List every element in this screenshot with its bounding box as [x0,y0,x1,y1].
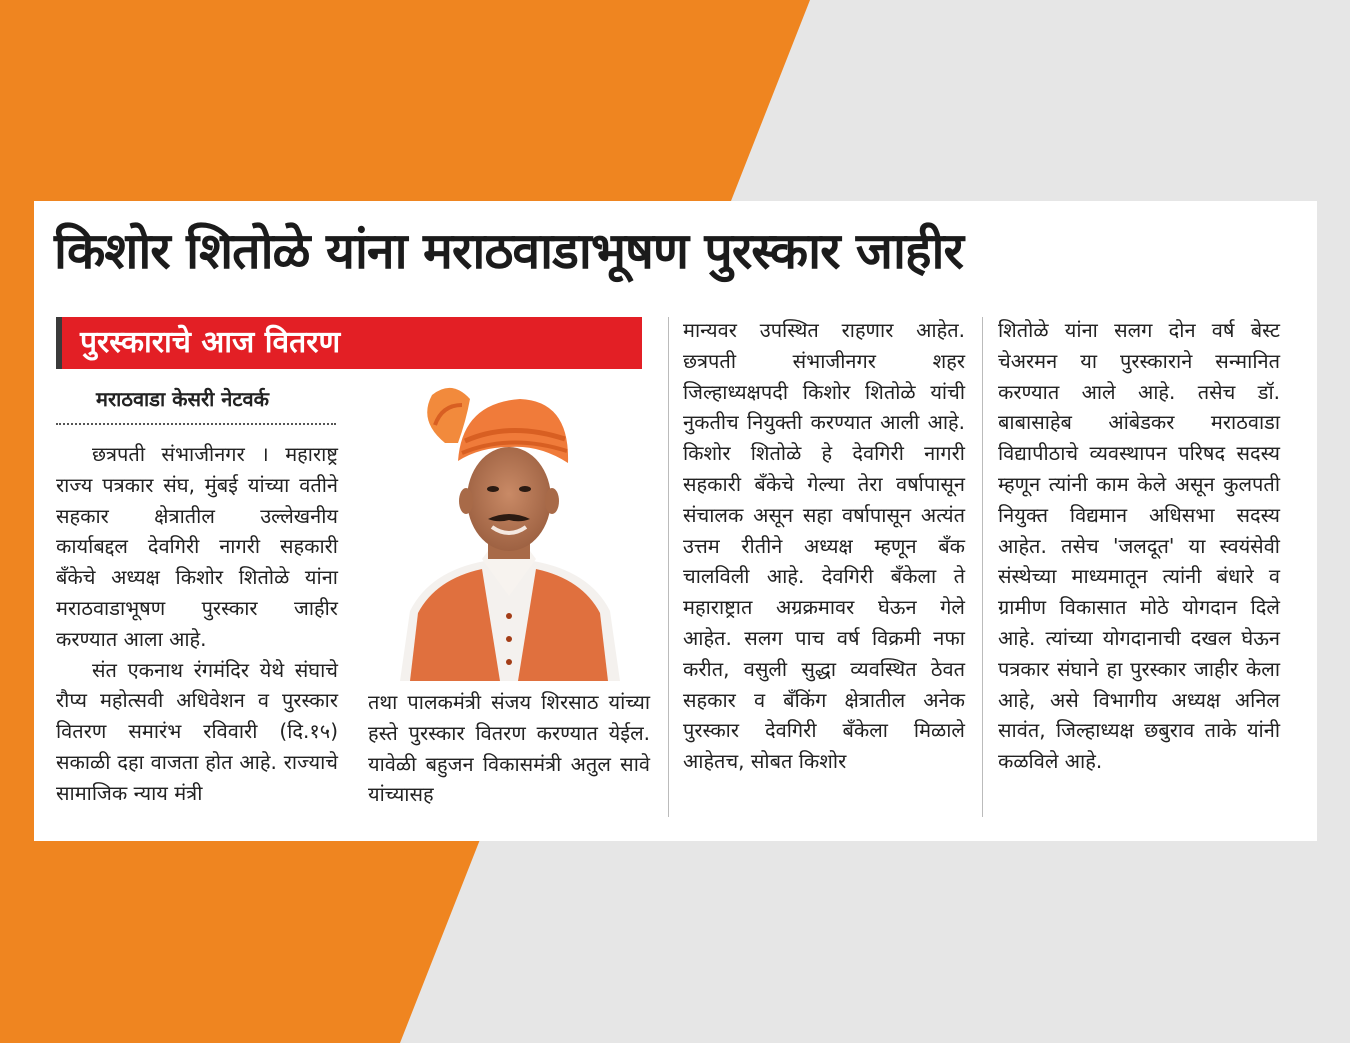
byline: मराठवाडा केसरी नेटवर्क [96,387,269,411]
headline: किशोर शितोळे यांना मराठवाडाभूषण पुरस्कार जाहीर [54,222,963,280]
column-4 [998,315,1280,777]
portrait-man-icon [370,381,648,681]
column-3 [683,315,965,777]
column-rule [668,317,669,817]
newspaper-clipping [34,201,1317,841]
column-1 [56,439,338,809]
column-rule [982,317,983,817]
column-2 [368,687,650,810]
paragraph: शितोळे यांना सलग दोन वर्ष बेस्ट चेअरमन या पुरस्काराने सन्मानित करण्यात आले आहे. तसेच डॉ. बाबासाहेब आंबेडकर मराठवाडा विद्यापीठाचे व्यवस्थापन परिषद सदस्य म्हणून त्यांनी काम केले असून कुलपती नियुक्त विद्यमान अधिसभा सदस्य आहेत. तसेच 'जलदूत' या स्वयंसेवी संस्थेच्या माध्यमातून त्यांनी बंधारे व ग्रामीण विकासात मोठे योगदान दिले आहे. त्यांच्या योगदानाची दखल घेऊन पत्रकार संघाने हा पुरस्कार जाहीर केला आहे, असे विभागीय अध्यक्ष अनिल सावंत, जिल्हाध्यक्ष छबुराव ताके यांनी कळविले आहे. [998,318,1280,774]
subheadline-banner: पुरस्काराचे आज वितरण [56,317,642,369]
paragraph: तथा पालकमंत्री संजय शिरसाठ यांच्या हस्ते पुरस्कार वितरण करण्यात येईल. यावेळी बहुजन विकासमंत्री अतुल सावे यांच्यासह [368,690,650,807]
paragraph: मान्यवर उपस्थित राहणार आहेत. छत्रपती संभाजीनगर शहर जिल्हाध्यक्षपदी किशोर शितोळे यांची नुकतीच नियुक्ती करण्यात आली आहे. किशोर शितोळे हे देवगिरी नागरी सहकारी बँकेचे गेल्या तेरा वर्षापासून संचालक असून सहा वर्षापासून अत्यंत उत्तम रीतीने अध्यक्ष म्हणून बँक चालविली आहे. देवगिरी बँकेला ते महाराष्ट्रात अग्रक्रमावर घेऊन गेले आहेत. सलग पाच वर्ष विक्रमी नफा करीत, वसुली सुद्धा व्यवस्थित ठेवत सहकार व बँकिंग क्षेत्रातील अनेक पुरस्कार देवगिरी बँकेला मिळाले आहेतच, सोबत किशोर [683,318,965,774]
paragraph: छत्रपती संभाजीनगर । महाराष्ट्र राज्य पत्रकार संघ, मुंबई यांच्या वतीने सहकार क्षेत्रातील उल्लेखनीय कार्याबद्दल देवगिरी नागरी सहकारी बँकेचे अध्यक्ष किशोर शितोळे यांना मराठवाडाभूषण पुरस्कार जाहीर करण्यात आला आहे. [56,442,338,651]
byline-divider [56,423,336,425]
paragraph: संत एकनाथ रंगमंदिर येथे संघाचे रौप्य महोत्सवी अधिवेशन व पुरस्कार वितरण समारंभ रविवारी (दि.१५) सकाळी दहा वाजता होत आहे. राज्याचे सामाजिक न्याय मंत्री [56,657,338,805]
portrait-photo [370,381,648,681]
